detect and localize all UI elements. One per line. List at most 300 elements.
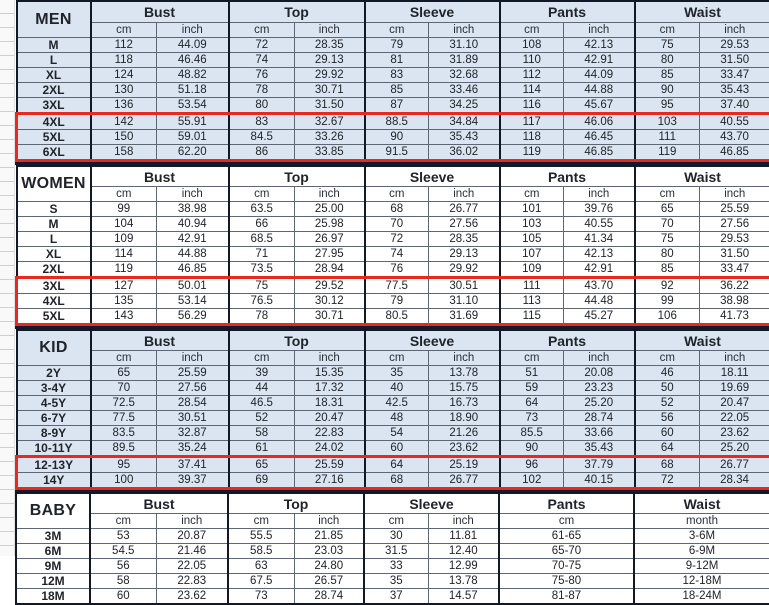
value-cell: 72 [229, 38, 295, 53]
value-cell: 29.92 [295, 68, 365, 83]
value-cell: 42.13 [564, 38, 635, 53]
value-cell: 46.85 [564, 145, 635, 161]
column-group-header: Pants [500, 330, 635, 351]
size-label: 8-9Y [17, 426, 91, 441]
value-cell: 58.5 [228, 544, 294, 559]
size-label: 2Y [17, 366, 91, 381]
table-row [17, 68, 769, 83]
value-cell: 85 [635, 262, 700, 278]
unit-header: cm [500, 23, 564, 38]
value-cell: 30.51 [429, 278, 500, 294]
section-table-kid [15, 329, 769, 490]
value-cell: 72 [365, 232, 429, 247]
unit-header: cm [499, 514, 634, 529]
value-cell: 42.5 [365, 396, 429, 411]
value-cell: 83 [229, 114, 295, 130]
value-cell: 158 [91, 145, 157, 161]
table-row [17, 366, 769, 381]
value-cell: 40.15 [564, 473, 635, 489]
value-cell: 32.68 [429, 68, 500, 83]
size-label: 5XL [17, 309, 91, 325]
value-cell: 102 [500, 473, 564, 489]
value-cell: 85 [365, 83, 429, 98]
value-cell: 63 [228, 559, 294, 574]
value-cell: 33.85 [295, 145, 365, 161]
value-cell: 99 [635, 294, 700, 309]
unit-header: inch [157, 23, 229, 38]
size-label: S [17, 202, 91, 217]
size-label: 4-5Y [17, 396, 91, 411]
value-cell: 40.55 [564, 217, 635, 232]
column-group-header: Top [229, 330, 365, 351]
value-cell: 76 [229, 68, 295, 83]
value-cell: 95 [635, 98, 700, 114]
value-cell: 46.85 [157, 262, 229, 278]
value-cell: 25.20 [564, 396, 635, 411]
table-row [17, 381, 769, 396]
value-cell: 21.46 [156, 544, 228, 559]
value-cell: 75 [229, 278, 295, 294]
table-row [16, 574, 769, 589]
value-cell: 25.59 [157, 366, 229, 381]
value-cell: 35 [364, 574, 428, 589]
size-label: 2XL [17, 262, 91, 278]
value-cell: 32.87 [157, 426, 229, 441]
value-cell: 25.59 [700, 202, 769, 217]
value-cell: 75 [635, 38, 700, 53]
unit-header: cm [90, 514, 156, 529]
value-cell: 3-6M [634, 529, 769, 544]
value-cell: 26.77 [700, 457, 769, 473]
value-cell: 37.79 [564, 457, 635, 473]
value-cell: 124 [91, 68, 157, 83]
value-cell: 105 [500, 232, 564, 247]
value-cell: 77.5 [365, 278, 429, 294]
value-cell: 106 [635, 309, 700, 325]
value-cell: 25.59 [295, 457, 365, 473]
value-cell: 60 [635, 426, 700, 441]
unit-header: cm [635, 23, 700, 38]
value-cell: 90 [500, 441, 564, 457]
value-cell: 61-65 [499, 529, 634, 544]
value-cell: 33.26 [295, 130, 365, 145]
unit-header: inch [428, 514, 499, 529]
value-cell: 33.47 [700, 68, 769, 83]
size-label: 5XL [17, 130, 91, 145]
unit-header: inch [564, 187, 635, 202]
unit-header: inch [564, 351, 635, 366]
value-cell: 35.43 [564, 441, 635, 457]
value-cell: 31.10 [429, 294, 500, 309]
value-cell: 54 [365, 426, 429, 441]
value-cell: 84.5 [229, 130, 295, 145]
column-group-header: Waist [635, 1, 769, 23]
value-cell: 18-24M [634, 589, 769, 605]
value-cell: 26.77 [429, 202, 500, 217]
value-cell: 76 [365, 262, 429, 278]
value-cell: 68 [365, 473, 429, 489]
table-row [16, 559, 769, 574]
value-cell: 33 [364, 559, 428, 574]
value-cell: 58 [229, 426, 295, 441]
value-cell: 18.11 [700, 366, 769, 381]
unit-header: cm [635, 187, 700, 202]
value-cell: 109 [500, 262, 564, 278]
unit-header: inch [157, 187, 229, 202]
value-cell: 15.75 [429, 381, 500, 396]
value-cell: 32.67 [295, 114, 365, 130]
value-cell: 42.91 [157, 232, 229, 247]
column-group-header: Pants [499, 493, 634, 514]
value-cell: 112 [91, 38, 157, 53]
value-cell: 30.71 [295, 309, 365, 325]
value-cell: 29.52 [295, 278, 365, 294]
size-label: 6XL [17, 145, 91, 161]
value-cell: 35.43 [429, 130, 500, 145]
value-cell: 74 [229, 53, 295, 68]
table-row [17, 278, 769, 294]
value-cell: 115 [500, 309, 564, 325]
size-label: 2XL [17, 83, 91, 98]
value-cell: 23.62 [429, 441, 500, 457]
value-cell: 48.82 [157, 68, 229, 83]
column-group-header: Sleeve [364, 493, 499, 514]
value-cell: 68 [365, 202, 429, 217]
table-row [17, 98, 769, 114]
value-cell: 119 [91, 262, 157, 278]
value-cell: 111 [500, 278, 564, 294]
unit-header: inch [700, 187, 769, 202]
value-cell: 31.50 [295, 98, 365, 114]
column-group-header: Waist [635, 330, 769, 351]
value-cell: 20.47 [700, 396, 769, 411]
value-cell: 37.41 [157, 457, 229, 473]
value-cell: 34.25 [429, 98, 500, 114]
value-cell: 29.53 [700, 38, 769, 53]
value-cell: 39.37 [157, 473, 229, 489]
value-cell: 103 [635, 114, 700, 130]
table-row [17, 411, 769, 426]
value-cell: 41.34 [564, 232, 635, 247]
value-cell: 111 [635, 130, 700, 145]
value-cell: 90 [365, 130, 429, 145]
section-name: BABY [16, 493, 90, 529]
value-cell: 67.5 [228, 574, 294, 589]
value-cell: 23.62 [700, 426, 769, 441]
value-cell: 25.20 [700, 441, 769, 457]
unit-header: cm [229, 351, 295, 366]
value-cell: 27.95 [295, 247, 365, 262]
value-cell: 23.03 [294, 544, 364, 559]
value-cell: 25.00 [295, 202, 365, 217]
value-cell: 14.57 [428, 589, 499, 605]
value-cell: 26.57 [294, 574, 364, 589]
value-cell: 46.06 [564, 114, 635, 130]
value-cell: 40 [365, 381, 429, 396]
value-cell: 38.98 [700, 294, 769, 309]
table-row [17, 262, 769, 278]
value-cell: 45.67 [564, 98, 635, 114]
column-group-header: Waist [634, 493, 769, 514]
value-cell: 113 [500, 294, 564, 309]
table-row [17, 202, 769, 217]
value-cell: 118 [91, 53, 157, 68]
value-cell: 70-75 [499, 559, 634, 574]
column-group-header: Sleeve [365, 166, 500, 187]
size-label: M [17, 38, 91, 53]
value-cell: 31.89 [429, 53, 500, 68]
value-cell: 34.84 [429, 114, 500, 130]
value-cell: 24.02 [295, 441, 365, 457]
value-cell: 114 [91, 247, 157, 262]
value-cell: 22.83 [156, 574, 228, 589]
column-group-header: Sleeve [365, 330, 500, 351]
value-cell: 28.35 [429, 232, 500, 247]
value-cell: 76.5 [229, 294, 295, 309]
unit-header: inch [295, 23, 365, 38]
value-cell: 20.47 [295, 411, 365, 426]
value-cell: 25.98 [295, 217, 365, 232]
value-cell: 28.74 [564, 411, 635, 426]
unit-header: cm [91, 351, 157, 366]
value-cell: 37 [364, 589, 428, 605]
value-cell: 69 [229, 473, 295, 489]
size-label: 10-11Y [17, 441, 91, 457]
value-cell: 18.31 [295, 396, 365, 411]
value-cell: 15.35 [295, 366, 365, 381]
value-cell: 31.50 [700, 247, 769, 262]
value-cell: 42.13 [564, 247, 635, 262]
unit-header: cm [635, 351, 700, 366]
value-cell: 28.35 [295, 38, 365, 53]
table-row [16, 589, 769, 605]
table-row [17, 294, 769, 309]
value-cell: 12.40 [428, 544, 499, 559]
value-cell: 22.05 [156, 559, 228, 574]
value-cell: 19.69 [700, 381, 769, 396]
size-label: 6-7Y [17, 411, 91, 426]
value-cell: 46.45 [564, 130, 635, 145]
value-cell: 64 [365, 457, 429, 473]
value-cell: 80 [635, 53, 700, 68]
value-cell: 88.5 [365, 114, 429, 130]
size-label: L [17, 53, 91, 68]
value-cell: 39.76 [564, 202, 635, 217]
value-cell: 68.5 [229, 232, 295, 247]
value-cell: 114 [500, 83, 564, 98]
size-label: XL [17, 68, 91, 83]
value-cell: 85 [635, 68, 700, 83]
value-cell: 36.02 [429, 145, 500, 161]
value-cell: 36.22 [700, 278, 769, 294]
unit-header: cm [365, 187, 429, 202]
value-cell: 44.48 [564, 294, 635, 309]
value-cell: 79 [365, 294, 429, 309]
column-group-header: Sleeve [365, 1, 500, 23]
unit-header: cm [229, 23, 295, 38]
column-group-header: Bust [90, 493, 228, 514]
value-cell: 81 [365, 53, 429, 68]
value-cell: 35.43 [700, 83, 769, 98]
value-cell: 22.83 [295, 426, 365, 441]
value-cell: 58 [90, 574, 156, 589]
value-cell: 38.98 [157, 202, 229, 217]
column-group-header: Bust [91, 166, 229, 187]
column-group-header: Top [229, 166, 365, 187]
value-cell: 30.12 [295, 294, 365, 309]
value-cell: 104 [91, 217, 157, 232]
value-cell: 65-70 [499, 544, 634, 559]
value-cell: 21.26 [429, 426, 500, 441]
value-cell: 110 [500, 53, 564, 68]
value-cell: 42.91 [564, 262, 635, 278]
value-cell: 12-18M [634, 574, 769, 589]
value-cell: 45.27 [564, 309, 635, 325]
value-cell: 96 [500, 457, 564, 473]
value-cell: 78 [229, 309, 295, 325]
table-row [17, 441, 769, 457]
value-cell: 43.70 [564, 278, 635, 294]
size-label: 4XL [17, 114, 91, 130]
value-cell: 37.40 [700, 98, 769, 114]
value-cell: 65 [635, 202, 700, 217]
value-cell: 23.23 [564, 381, 635, 396]
table-row [17, 38, 769, 53]
value-cell: 59.01 [157, 130, 229, 145]
table-row [17, 145, 769, 161]
value-cell: 130 [91, 83, 157, 98]
value-cell: 59 [500, 381, 564, 396]
size-label: 3XL [17, 278, 91, 294]
size-label: 14Y [17, 473, 91, 489]
value-cell: 142 [91, 114, 157, 130]
value-cell: 21.85 [294, 529, 364, 544]
value-cell: 54.5 [90, 544, 156, 559]
size-label: 6M [16, 544, 90, 559]
spreadsheet-margin-strip [0, 0, 15, 556]
value-cell: 64 [635, 441, 700, 457]
value-cell: 83.5 [91, 426, 157, 441]
value-cell: 109 [91, 232, 157, 247]
value-cell: 112 [500, 68, 564, 83]
unit-header: cm [91, 187, 157, 202]
table-row [17, 114, 769, 130]
value-cell: 46.85 [700, 145, 769, 161]
value-cell: 80.5 [365, 309, 429, 325]
unit-header: inch [429, 23, 500, 38]
value-cell: 60 [365, 441, 429, 457]
value-cell: 107 [500, 247, 564, 262]
value-cell: 28.34 [700, 473, 769, 489]
value-cell: 20.08 [564, 366, 635, 381]
value-cell: 29.13 [429, 247, 500, 262]
unit-header: cm [228, 514, 294, 529]
value-cell: 41.73 [700, 309, 769, 325]
value-cell: 11.81 [428, 529, 499, 544]
value-cell: 33.46 [429, 83, 500, 98]
size-label: 3-4Y [17, 381, 91, 396]
value-cell: 56.29 [157, 309, 229, 325]
value-cell: 56 [635, 411, 700, 426]
value-cell: 70 [91, 381, 157, 396]
table-row [17, 426, 769, 441]
value-cell: 13.78 [429, 366, 500, 381]
value-cell: 119 [500, 145, 564, 161]
section-table-women [15, 165, 769, 326]
value-cell: 53.54 [157, 98, 229, 114]
value-cell: 81-87 [499, 589, 634, 605]
value-cell: 52 [229, 411, 295, 426]
size-label: 4XL [17, 294, 91, 309]
value-cell: 117 [500, 114, 564, 130]
value-cell: 35.24 [157, 441, 229, 457]
value-cell: 62.20 [157, 145, 229, 161]
value-cell: 44.09 [157, 38, 229, 53]
value-cell: 78 [229, 83, 295, 98]
value-cell: 89.5 [91, 441, 157, 457]
value-cell: 9-12M [634, 559, 769, 574]
column-group-header: Waist [635, 166, 769, 187]
value-cell: 25.19 [429, 457, 500, 473]
value-cell: 116 [500, 98, 564, 114]
value-cell: 136 [91, 98, 157, 114]
size-label: L [17, 232, 91, 247]
value-cell: 16.73 [429, 396, 500, 411]
size-label: M [17, 217, 91, 232]
unit-header: cm [364, 514, 428, 529]
value-cell: 18.90 [429, 411, 500, 426]
value-cell: 79 [365, 38, 429, 53]
value-cell: 30.51 [157, 411, 229, 426]
unit-header: cm [365, 23, 429, 38]
value-cell: 20.87 [156, 529, 228, 544]
unit-header: inch [429, 351, 500, 366]
value-cell: 44.88 [157, 247, 229, 262]
value-cell: 48 [365, 411, 429, 426]
value-cell: 27.16 [295, 473, 365, 489]
value-cell: 28.94 [295, 262, 365, 278]
value-cell: 50.01 [157, 278, 229, 294]
value-cell: 73.5 [229, 262, 295, 278]
unit-header: inch [429, 187, 500, 202]
value-cell: 46 [635, 366, 700, 381]
value-cell: 135 [91, 294, 157, 309]
value-cell: 75-80 [499, 574, 634, 589]
section-name: KID [17, 330, 91, 366]
unit-header: inch [157, 351, 229, 366]
value-cell: 77.5 [91, 411, 157, 426]
value-cell: 33.66 [564, 426, 635, 441]
section-name: MEN [17, 1, 91, 38]
value-cell: 63.5 [229, 202, 295, 217]
table-row [17, 53, 769, 68]
column-group-header: Bust [91, 330, 229, 351]
unit-header: cm [500, 187, 564, 202]
table-row [17, 396, 769, 411]
value-cell: 51.18 [157, 83, 229, 98]
value-cell: 64 [500, 396, 564, 411]
value-cell: 40.55 [700, 114, 769, 130]
unit-header: cm [229, 187, 295, 202]
unit-header: month [634, 514, 769, 529]
value-cell: 30 [364, 529, 428, 544]
value-cell: 65 [229, 457, 295, 473]
value-cell: 31.69 [429, 309, 500, 325]
value-cell: 100 [91, 473, 157, 489]
value-cell: 68 [635, 457, 700, 473]
table-row [17, 130, 769, 145]
value-cell: 70 [635, 217, 700, 232]
